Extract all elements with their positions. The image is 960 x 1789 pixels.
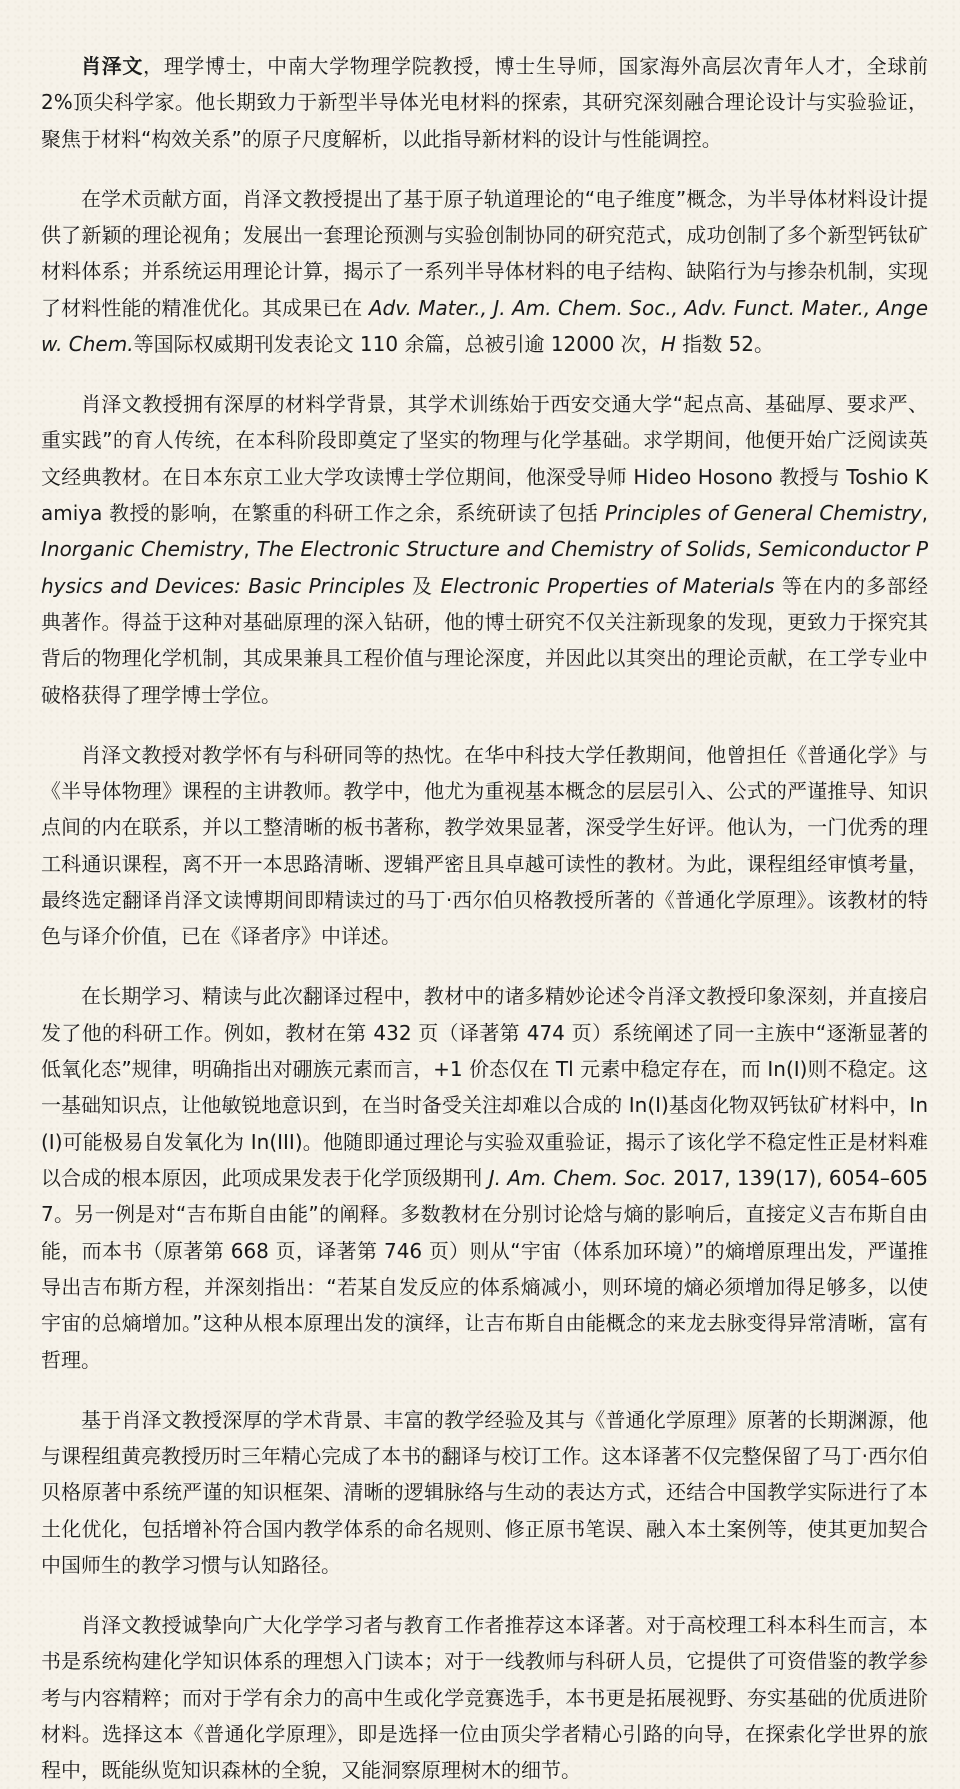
text-run: 及: [404, 573, 441, 598]
author-name: 肖泽文: [81, 54, 144, 78]
italic-text: Principles of General Chemistry: [604, 500, 922, 525]
paragraph-research-inspiration: [41, 978, 928, 1378]
paragraph-recommendation: [41, 1607, 928, 1789]
italic-text: H: [660, 332, 676, 356]
text-run: 等国际权威期刊发表论文 110 余篇，总被引逾 12000 次，: [133, 332, 661, 356]
text-run: 肖泽文教授拥有深厚的材料学背景，其学术训练始于西安交通大学“起点高、基础厚、要求严、重实践”的育人传统，在本科阶段即奠定了坚实的物理与化学基础。求学期间，他便开始广泛阅读英文经典教材。在日本东京工业大学攻读博士学位期间，他深受导师 Hideo Hosono 教授与 Toshio Kamiya 教授的影响，在繁重的科研工作之余，系统研读了包括: [41, 391, 928, 525]
text-run: 肖泽文教授诚挚向广大化学学习者与教育工作者推荐这本译著。对于高校理工科本科生而言，本书是系统构建化学知识体系的理想入门读本；对于一线教师与科研人员，它提供了可资借鉴的教学参考与内容精粹；而对于学有余力的高中生或化学竞赛选手，本书更是拓展视野、夯实基础的优质进阶材料。选择这本《普通化学原理》，即是选择一位由顶尖学者精心引路的向导，在探索化学世界的旅程中，既能纵览知识森林的全貌，又能洞察原理树木的细节。: [41, 1612, 928, 1783]
italic-text: Semiconductor Physics and Devices: Basic Principles: [41, 537, 929, 598]
text-run: 2017, 139(17), 6054–6057。另一例是对“吉布斯自由能”的阐释。多数教材在分别讨论焓与熵的影响后，直接定义吉布斯自由能，而本书（原著第 668 页，译著第 746 页）则从“宇宙（体系加环境）”的熵增原理出发，严谨推导出吉布斯方程，并深刻指出：“若某自发反应的体系熵减小，则环境的熵必须增加得足够多，以使宇宙的总熵增加。”这种从根本原理出发的演绎，让吉布斯自由能概念的来龙去脉变得异常清晰，富有哲理。: [41, 1166, 929, 1372]
text-run: ，理学博士，中南大学物理学院教授，博士生导师，国家海外高层次青年人才，全球前 2%顶尖科学家。他长期致力于新型半导体光电材料的探索，其研究深刻融合理论设计与实验验证，聚焦于材料“构效关系”的原子尺度解析，以此指导新材料的设计与性能调控。: [41, 54, 929, 151]
text-run: 指数 52。: [675, 332, 775, 356]
text-run: 在长期学习、精读与此次翻译过程中，教材中的诸多精妙论述令肖泽文教授印象深刻，并直接启发了他的科研工作。例如，教材在第 432 页（译著第 474 页）系统阐述了同一主族中“逐渐显著的低氧化态”规律，明确指出对硼族元素而言，+1 价态仅在 Tl 元素中稳定存在，而 In(I)则不稳定。这一基础知识点，让他敏锐地意识到，在当时备受关注却难以合成的 In(I)基卤化物双钙钛矿材料中，In(I)可能极易自发氧化为 In(III)。他随即通过理论与实验双重验证，揭示了该化学不稳定性正是材料难以合成的根本原因，此项成果发表于化学顶级期刊: [41, 984, 928, 1190]
text-run: 在学术贡献方面，肖泽文教授提出了基于原子轨道理论的“电子维度”概念，为半导体材料设计提供了新颖的理论视角；发展出一套理论预测与实验创制协同的研究范式，成功创制了多个新型钙钛矿材料体系；并系统运用理论计算，揭示了一系列半导体材料的电子结构、缺陷行为与掺杂机制，实现了材料性能的精准优化。其成果已在: [41, 186, 928, 320]
text-run: 基于肖泽文教授深厚的学术背景、丰富的教学经验及其与《普通化学原理》原著的长期渊源，他与课程组黄亮教授历时三年精心完成了本书的翻译与校订工作。这本译著不仅完整保留了马丁·西尔伯贝格原著中系统严谨的知识框架、清晰的逻辑脉络与生动的表达方式，还结合中国教学实际进行了本土化优化，包括增补符合国内教学体系的命名规则、修正原书笔误、融入本土案例等，使其更加契合中国师生的教学习惯与认知路径。: [41, 1407, 928, 1578]
paragraph-teaching: [41, 737, 928, 955]
text-run: ,: [243, 537, 257, 562]
text-run: 肖泽文教授对教学怀有与科研同等的热忱。在华中科技大学任教期间，他曾担任《普通化学》与《半导体物理》课程的主讲教师。教学中，他尤为重视基本概念的层层引入、公式的严谨推导、知识点间的内在联系，并以工整清晰的板书著称，教学效果显著，深受学生好评。他认为，一门优秀的理工科通识课程，离不开一本思路清晰、逻辑严密且具卓越可读性的教材。为此，课程组经审慎考量，最终选定翻译肖泽文读博期间即精读过的马丁·西尔伯贝格教授所著的《普通化学原理》。该教材的特色与译介价值，已在《译者序》中详述。: [41, 742, 928, 949]
italic-text: Electronic Properties of Materials: [440, 573, 775, 598]
paragraph-background: [41, 386, 928, 713]
italic-text: Inorganic Chemistry: [41, 537, 244, 562]
italic-text: The Electronic Structure and Chemistry of Solids: [256, 537, 746, 562]
paragraph-contributions: [41, 181, 928, 363]
italic-text: Adv. Mater., J. Am. Chem. Soc., Adv. Funct. Mater., Angew. Chem.: [41, 295, 928, 356]
text-run: 等在内的多部经典著作。得益于这种对基础原理的深入钻研，他的博士研究不仅关注新现象的发现，更致力于探究其背后的物理化学机制，其成果兼具工程价值与理论深度，并因此以其突出的理论贡献，在工学专业中破格获得了理学博士学位。: [41, 573, 929, 707]
paragraph-intro: [41, 48, 928, 157]
italic-text: J. Am. Chem. Soc.: [488, 1166, 667, 1190]
text-run: ,: [745, 537, 759, 562]
paragraph-translation: [41, 1402, 928, 1584]
text-run: ,: [921, 500, 928, 525]
